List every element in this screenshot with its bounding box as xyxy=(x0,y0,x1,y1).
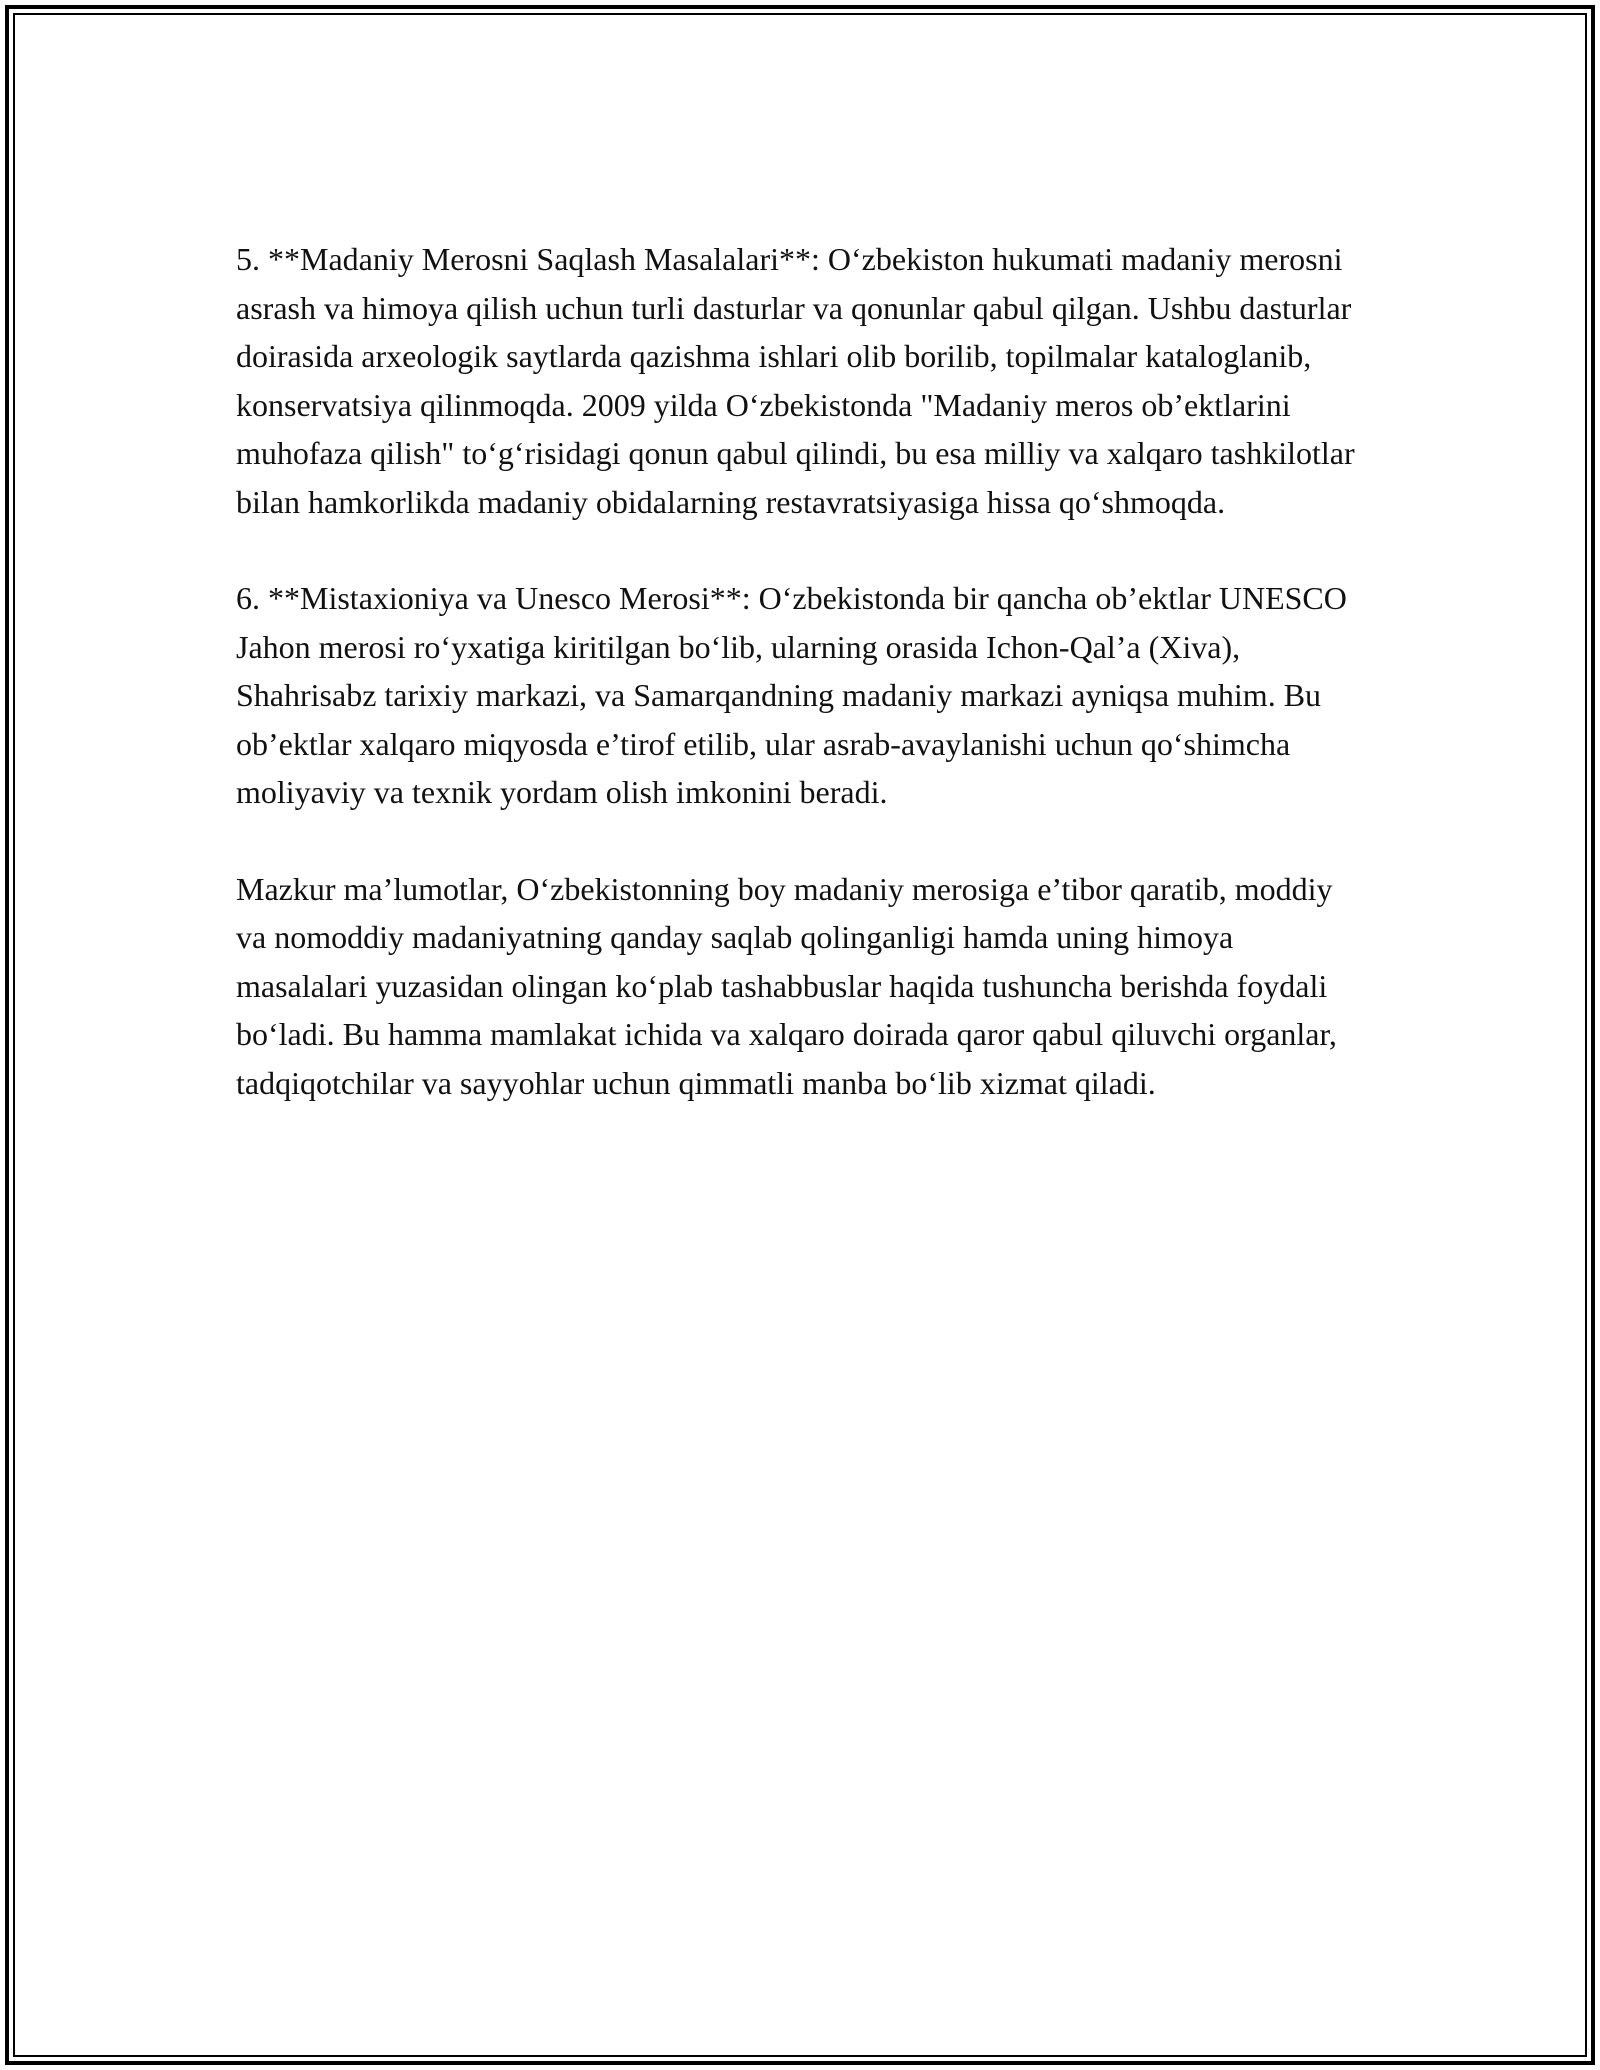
paragraph-unesco-heritage: 6. **Mistaxioniya va Unesco Merosi**: O‘zbekistonda bir qancha ob’ektlar UNESCO Jahon merosi ro‘yxatiga kiritilgan bo‘lib, ularning orasida Ichon-Qal’a (Xiva), Shahrisabz tarixiy markazi, va Samarqandning madaniy markazi ayniqsa muhim. Bu ob’ektlar xalqaro miqyosda e’tirof etilib, ular asrab-avaylanishi uchun qo‘shimcha moliyaviy va texnik yordam olish imkonini beradi. xyxy=(236,580,1347,810)
paragraph-heritage-preservation: 5. **Madaniy Merosni Saqlash Masalalari**: O‘zbekiston hukumati madaniy merosni asrash va himoya qilish uchun turli dasturlar va qonunlar qabul qilgan. Ushbu dasturlar doirasida arxeologik saytlarda qazishma ishlari olib borilib, topilmalar kataloglanib, konservatsiya qilinmoqda. 2009 yilda O‘zbekistonda "Madaniy meros ob’ektlarini muhofaza qilish" to‘g‘risidagi qonun qabul qilindi, bu esa milliy va xalqaro tashkilotlar bilan hamkorlikda madaniy obidalarning restavratsiyasiga hissa qo‘shmoqda. xyxy=(236,241,1355,520)
paragraph-conclusion: Mazkur ma’lumotlar, O‘zbekistonning boy madaniy merosiga e’tibor qaratib, moddiy va nomoddiy madaniyatning qanday saqlab qolinganligi hamda uning himoya masalalari yuzasidan olingan ko‘plab tashabbuslar haqida tushuncha berishda foydali bo‘ladi. Bu hamma mamlakat ichida va xalqaro doirada qaror qabul qiluvchi organlar, tadqiqotchilar va sayyohlar uchun qimmatli manba bo‘lib xizmat qiladi. xyxy=(236,870,1337,1101)
document-body xyxy=(236,235,1366,1155)
